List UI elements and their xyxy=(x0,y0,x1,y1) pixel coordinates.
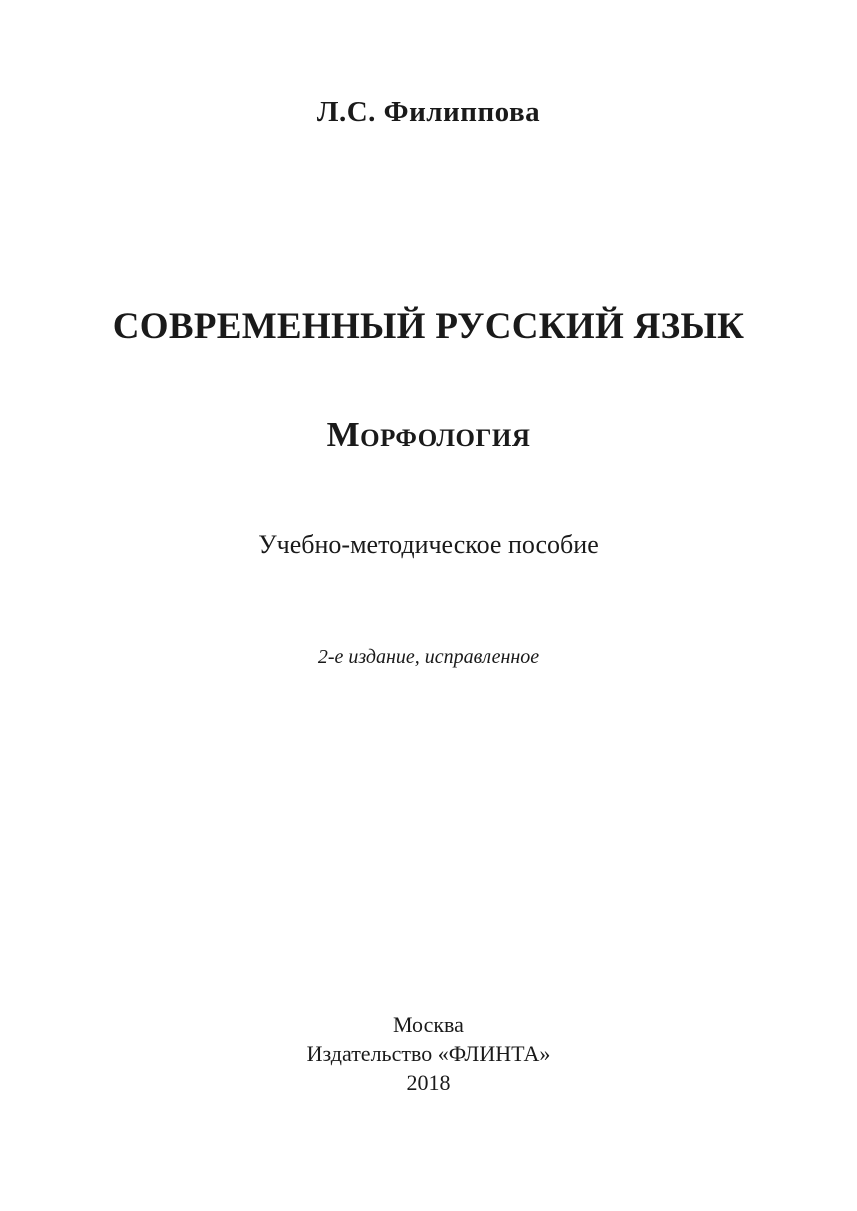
book-subtitle: Морфология xyxy=(326,415,531,454)
author-name: Л.С. Филиппова xyxy=(316,96,541,128)
imprint-year: 2018 xyxy=(406,1070,451,1095)
document-type: Учебно-методическое пособие xyxy=(258,530,599,559)
imprint xyxy=(0,1010,857,1097)
edition-note: 2-е издание, исправленное xyxy=(317,646,540,668)
imprint-publisher: Издательство «ФЛИНТА» xyxy=(306,1041,551,1066)
book-title: СОВРЕМЕННЫЙ РУССКИЙ ЯЗЫК xyxy=(112,306,745,347)
imprint-city: Москва xyxy=(393,1012,464,1037)
